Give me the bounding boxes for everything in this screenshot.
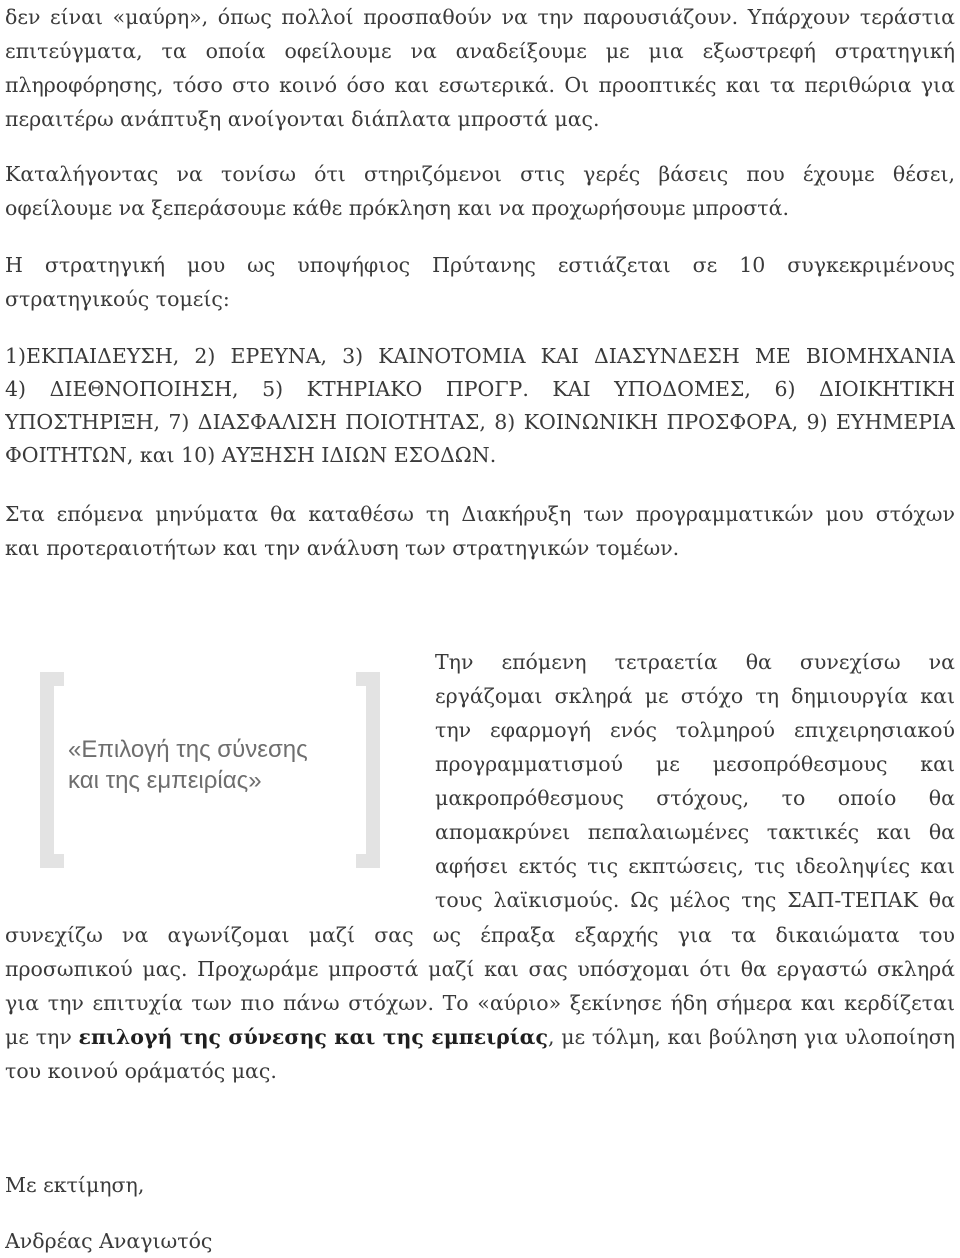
text-line: και προτεραιοτήτων και την ανάλυση των στρατηγικών τομέων. — [5, 536, 680, 560]
text-line: μακροπρόθεσμους στόχους, το οποίο θα — [435, 786, 955, 810]
text-line-with-emphasis — [5, 1020, 955, 1054]
pull-quote-line: «Επιλογή της σύνεσης — [68, 736, 308, 763]
text-segment: , με τόλμη, και βούληση για υλοποίηση — [547, 1025, 955, 1049]
sectors-line: ΥΠΟΣΤΗΡΙΞΗ, 7) ΔΙΑΣΦΑΛΙΣΗ ΠΟΙΟΤΗΤΑΣ, 8) ΚΟΙΝΩΝΙΚΗ ΠΡΟΣΦΟΡΑ, 9) ΕΥΗΜΕΡΙΑ — [5, 410, 955, 434]
text-line: την εφαρμογή ενός τολμηρού επιχειρησιακού — [435, 718, 955, 742]
text-line: δεν είναι «μαύρη», όπως πολλοί προσπαθούν να την παρουσιάζουν. Υπάρχουν τεράστια — [5, 5, 955, 29]
text-line: οφείλουμε να ξεπεράσουμε κάθε πρόκληση και να προχωρήσουμε μπροστά. — [5, 196, 789, 220]
text-line: απομακρύνει πεπαλαιωμένες τακτικές και θα — [435, 820, 955, 844]
text-line: συνεχίζω να αγωνίζομαι μαζί σας ως έπραξα εξαρχής για τα δικαιώματα του — [5, 923, 955, 947]
text-line: στρατηγικούς τομείς: — [5, 287, 230, 311]
text-line: του κοινού οράματός μας. — [5, 1059, 277, 1083]
text-line: Την επόμενη τετραετία θα συνεχίσω να — [435, 650, 955, 674]
text-line: Η στρατηγική μου ως υποψήφιος Πρύτανης εστιάζεται σε 10 συγκεκριμένους — [5, 253, 955, 277]
text-line: αφήσει εκτός τις εκπτώσεις, τις ιδεοληψίες και — [435, 854, 955, 878]
text-line: εργάζομαι σκληρά με στόχο τη δημιουργία και — [435, 684, 955, 708]
text-segment: με την — [5, 1025, 79, 1049]
pull-quote-line: και της εμπειρίας» — [68, 767, 262, 794]
text-line: τους λαϊκισμούς. Ως μέλος της ΣΑΠ-ΤΕΠΑΚ θα — [435, 888, 955, 912]
right-bracket-icon — [356, 672, 380, 868]
left-bracket-icon — [40, 672, 64, 868]
text-line: Στα επόμενα μηνύματα θα καταθέσω τη Διακήρυξη των προγραμματικών μου στόχων — [5, 502, 955, 526]
text-line: για την επιτυχία των πιο πάνω στόχων. Το «αύριο» ξεκίνησε ήδη σήμερα και κερδίζεται — [5, 991, 955, 1015]
salutation: Με εκτίμηση, — [5, 1173, 145, 1197]
text-line: περαιτέρω ανάπτυξη ανοίγονται διάπλατα μπροστά μας. — [5, 107, 600, 131]
text-line: επιτεύγματα, τα οποία οφείλουμε να αναδείξουμε με μια εξωστρεφή στρατηγική — [5, 39, 955, 63]
pull-quote-text — [68, 734, 358, 796]
sectors-line: 1)ΕΚΠΑΙΔΕΥΣΗ, 2) ΕΡΕΥΝΑ, 3) ΚΑΙΝΟΤΟΜΙΑ ΚΑΙ ΔΙΑΣΥΝΔΕΣΗ ΜΕ ΒΙΟΜΗΧΑΝΙΑ — [5, 344, 955, 368]
text-line: προσωπικού μας. Προχωράμε μπροστά μαζί και σας υπόσχομαι ότι θα εργαστώ σκληρά — [5, 957, 955, 981]
sectors-line: ΦΟΙΤΗΤΩΝ, και 10) ΑΥΞΗΣΗ ΙΔΙΩΝ ΕΣΟΔΩΝ. — [5, 443, 497, 467]
text-line: προγραμματισμού με μεσοπρόθεσμους και — [435, 752, 955, 776]
pull-quote — [40, 672, 380, 868]
sectors-line: 4) ΔΙΕΘΝΟΠΟΙΗΣΗ, 5) ΚΤΗΡΙΑΚΟ ΠΡΟΓΡ. ΚΑΙ ΥΠΟΔΟΜΕΣ, 6) ΔΙΟΙΚΗΤΙΚΗ — [5, 377, 955, 401]
text-line: Καταλήγοντας να τονίσω ότι στηριζόμενοι στις γερές βάσεις που έχουμε θέσει, — [5, 162, 955, 186]
emphasis-text: επιλογή της σύνεσης και της εμπειρίας — [78, 1025, 548, 1049]
signature: Ανδρέας Αναγιωτός — [5, 1229, 213, 1253]
text-line: πληροφόρησης, τόσο στο κοινό όσο και εσωτερικά. Οι προοπτικές και τα περιθώρια για — [5, 73, 955, 97]
